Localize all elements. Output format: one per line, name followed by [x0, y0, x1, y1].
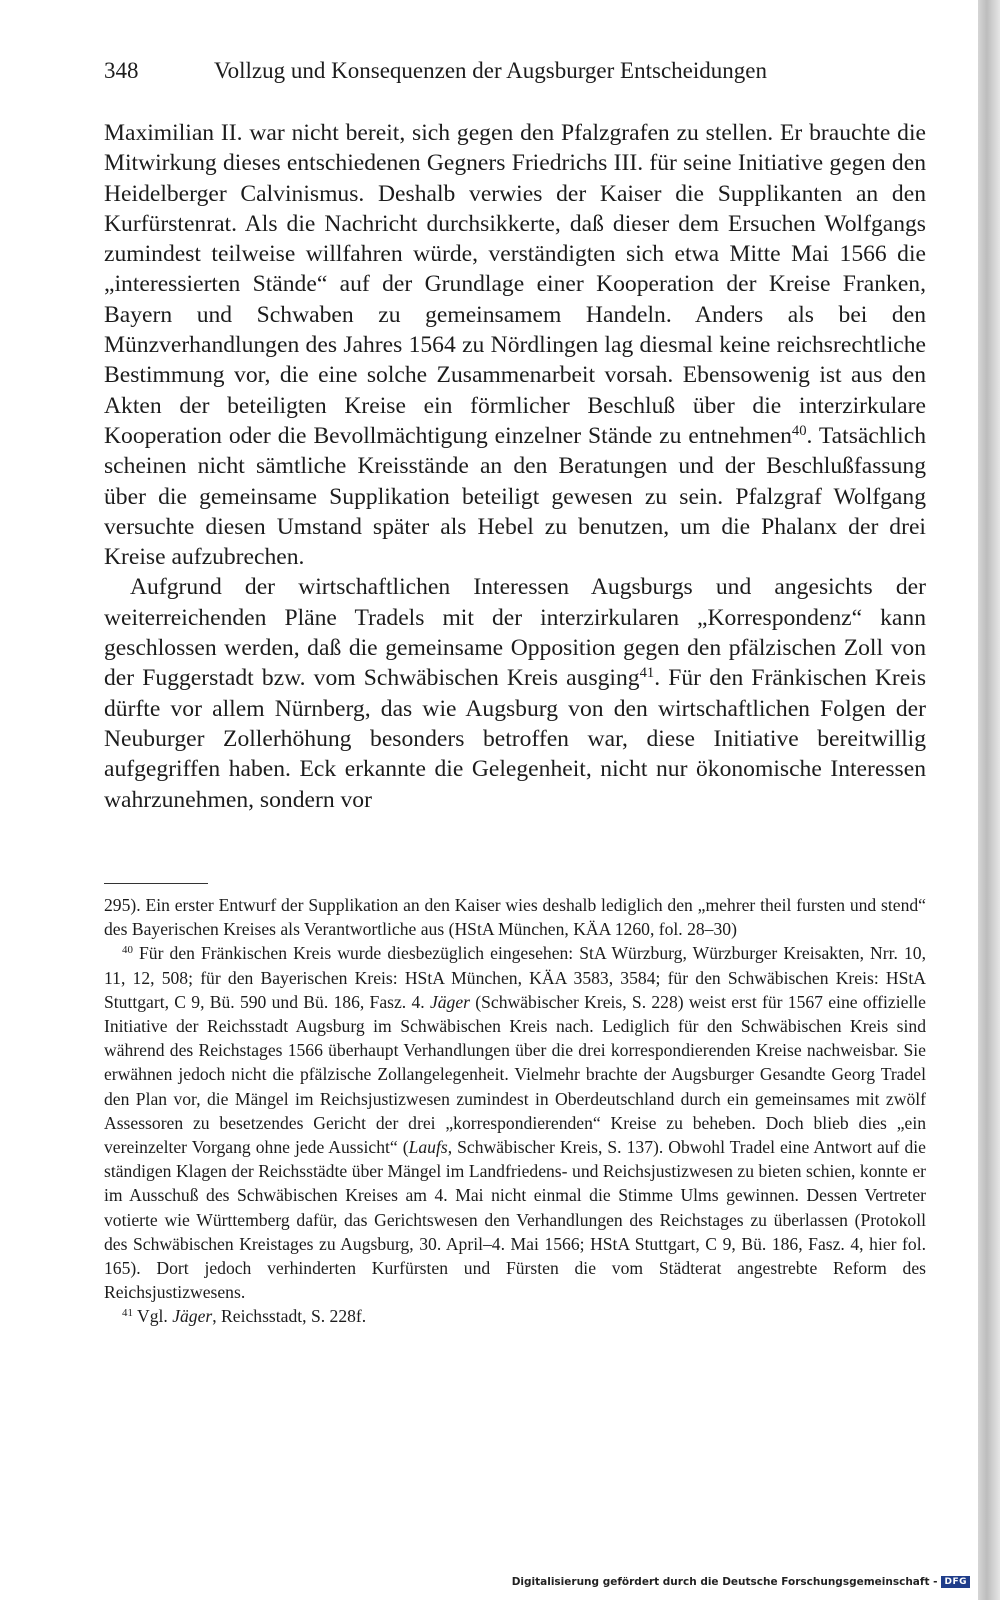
- footnote-40-text-c: , Schwäbischer Kreis, S. 137). Obwohl Tradel eine Antwort auf die ständigen Klagen der Reichsstädte über Mängel im Landfriedens- und Reichsjustizwesen zu bieten schien, konnte er im Ausschuß des Schwäbischen Kreises am 4. Mai nicht einmal die Stimme Ulms gewinnen. Dessen Vertreter votierte wie Württemberg dafür, das Gerichtswesen den Verhandlungen des Reichstages zu überlassen (Protokoll des Schwäbischen Kreistages zu Augsburg, 30. April–4. Mai 1566; HStA Stuttgart, C 9, Bü. 186, Fasz. 4, hier fol. 165). Dort jedoch verhinderten Kurfürsten und Fürsten die vom Städterat angestrebte Reform des Reichsjustizwesens.: [104, 1137, 926, 1303]
- footnote-41: [104, 1304, 926, 1328]
- paragraph-1-part-a: Maximilian II. war nicht bereit, sich gegen den Pfalzgrafen zu stellen. Er brauchte die Mitwirkung dieses entschiedenen Gegners Friedrichs III. für seine Initiative gegen den Heidelberger Calvinismus. Deshalb verwies der Kaiser die Supplikanten an den Kurfürstenrat. Als die Nachricht durchsikkerte, daß dieser dem Ersuchen Wolfgangs zumindest teilweise willfahren würde, verständigten sich etwa Mitte Mai 1566 die „interessierten Stände“ auf der Grundlage einer Kooperation der Kreise Franken, Bayern und Schwaben zu gemeinsamem Handeln. Anders als bei den Münzverhandlungen des Jahres 1564 zu Nördlingen lag diesmal keine reichsrechtliche Bestimmung vor, die eine solche Zusammenarbeit vorsah. Ebensowenig ist aus den Akten der beteiligten Kreise ein förmlicher Beschluß über die interzirkulare Kooperation oder die Bevollmächtigung einzelner Stände zu entnehmen: [104, 120, 926, 449]
- running-title: Vollzug und Konsequenzen der Augsburger Entscheidungen: [214, 58, 767, 83]
- footnote-41-number: 41: [122, 1307, 133, 1320]
- footnotes: [104, 893, 926, 1329]
- paragraph-2-part-a: Aufgrund der wirtschaftlichen Interessen Augsburgs und angesichts der weiterreichenden Pläne Tradels mit der interzirkularen „Korrespondenz“ kann geschlossen werden, daß die gemeinsame Opposition gegen den pfälzischen Zoll von der Fuggerstadt bzw. vom Schwäbischen Kreis ausging: [104, 574, 926, 692]
- footnote-ref-41[interactable]: 41: [639, 665, 655, 682]
- dfg-logo: DFG: [941, 1576, 970, 1588]
- main-text: [104, 118, 926, 815]
- running-head: [104, 56, 924, 86]
- footnote-40-author-laufs: Laufs: [408, 1137, 448, 1158]
- paragraph-2-part-b: . Für den Fränkischen Kreis dürfte vor allem Nürnberg, das wie Augsburg von den wirtschaftlichen Folgen der Neuburger Zollerhöhung besonders betroffen war, diese Initiative bereitwillig aufgegriffen haben. Eck erkannte die Gelegenheit, nicht nur ökonomische Interessen wahrzunehmen, sondern vor: [104, 665, 926, 813]
- credit-text: Digitalisierung gefördert durch die Deutsche Forschungsgemeinschaft -: [511, 1576, 938, 1588]
- digitization-credit: [512, 1576, 970, 1588]
- footnote-40-number: 40: [122, 944, 133, 957]
- footnote-41-text-a: Vgl.: [132, 1306, 173, 1327]
- page-edge-shadow: [978, 0, 1000, 1600]
- footnote-divider: [104, 883, 208, 884]
- footnote-continuation: 295). Ein erster Entwurf der Supplikation an den Kaiser wies deshalb lediglich den „mehrer theil fursten und stend“ des Bayerischen Kreises als Verantwortliche aus (HStA München, KÄA 1260, fol. 28–30): [104, 895, 926, 940]
- footnote-40-text-a: Für den Fränkischen Kreis wurde diesbezüglich eingesehen: StA Würzburg, Würzburger Kreisakten, Nrr. 10, 11, 12, 508; für den Bayerischen Kreis: HStA München, KÄA 3583, 3584; für den Schwäbischen Kreis: HStA Stuttgart, C 9, Bü. 590 und Bü. 186, Fasz. 4.: [104, 943, 926, 1012]
- paragraph-1-part-b: . Tatsächlich scheinen nicht sämtliche Kreisstände an den Beratungen und der Beschlußfassung über die gemeinsame Supplikation beteiligt gewesen zu sein. Pfalzgraf Wolfgang versuchte diesen Umstand später als Hebel zu benutzen, um die Phalanx der drei Kreise aufzubrechen.: [104, 422, 927, 571]
- paragraph-2: [104, 572, 926, 814]
- footnote-ref-40[interactable]: 40: [791, 422, 807, 439]
- footnote-40-text-b: (Schwäbischer Kreis, S. 228) weist erst für 1567 eine offizielle Initiative der Reichsstadt Augsburg im Schwäbischen Kreis nach. Lediglich für den Schwäbischen Kreis sind während des Reichstages 1566 überhaupt Verhandlungen über die drei korrespondierenden Kreise nachweisbar. Sie erwähnen jedoch nicht die pfälzische Zollangelegenheit. Vielmehr brachte der Augsburger Gesandte Georg Tradel den Plan vor, die Mängel im Reichsjustizwesen zumindest in Oberdeutschland durch ein gemeinsames mit zwölf Assessoren zu besetzendes Gericht der drei „korrespondierenden“ Kreise zu beheben. Doch blieb dies „ein vereinzelter Vorgang ohne jede Aussicht“ (: [104, 991, 926, 1158]
- footnote-40-author-jaeger: Jäger: [429, 991, 471, 1012]
- paragraph-1: [104, 118, 926, 572]
- page-number: 348: [104, 58, 139, 83]
- footnote-41-text-b: , Reichsstadt, S. 228f.: [212, 1306, 367, 1327]
- footnote-40: [104, 941, 926, 1304]
- footnote-41-author-jaeger: Jäger: [172, 1306, 213, 1327]
